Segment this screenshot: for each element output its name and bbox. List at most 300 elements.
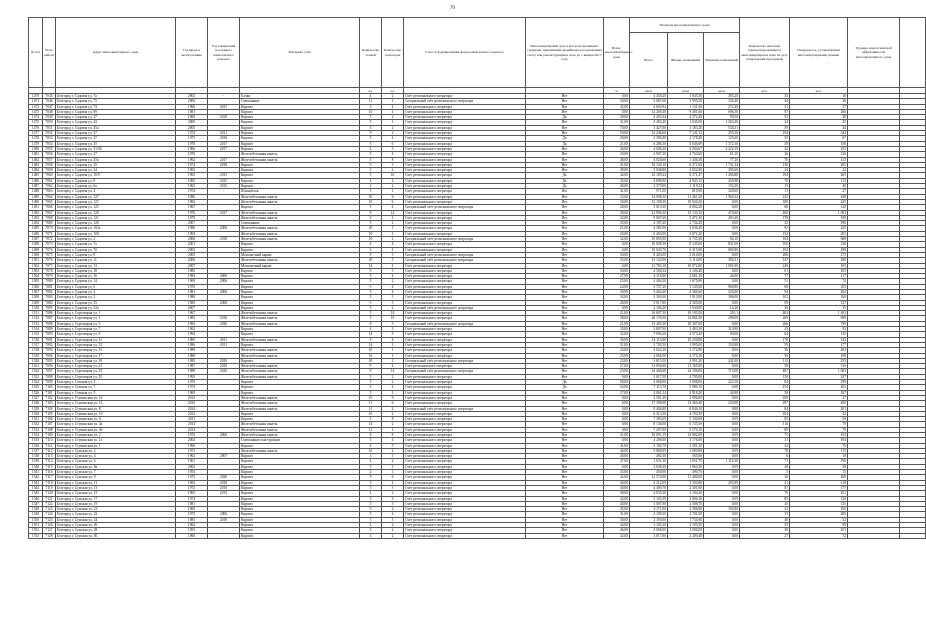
- table-cell: 104: [740, 411, 790, 416]
- table-cell: 150: [740, 374, 790, 379]
- table-cell: 7 094,20: [630, 332, 668, 337]
- table-cell: 31,00: [604, 342, 630, 347]
- table-cell: Счёт регионального оператора: [404, 226, 526, 231]
- table-cell: 0,00: [704, 464, 740, 469]
- table-cell: 54,00: [604, 385, 630, 390]
- table-cell: Нет: [526, 438, 604, 443]
- table-cell: 3: [382, 162, 404, 167]
- table-cell: 3 009,80: [668, 448, 704, 453]
- table-cell: 92: [790, 327, 848, 332]
- table-cell: 403,40: [704, 215, 740, 220]
- table-cell: 3 103,20: [630, 523, 668, 528]
- table-cell: 1545: [29, 491, 43, 496]
- table-cell: Кирпич: [240, 205, 360, 210]
- table-cell: 2014: [176, 406, 208, 411]
- table-cell: 154,20: [704, 184, 740, 189]
- table-cell: Белгород г, Садовая ул, 47: [56, 115, 176, 120]
- table-cell: Шлакоблок: [240, 189, 360, 194]
- table-cell: 1985: [176, 337, 208, 342]
- table-cell: 47,00: [604, 459, 630, 464]
- header-fund-method: Способ формирования фонда капитального ремонта: [404, 18, 526, 88]
- table-cell: 1482: [29, 157, 43, 162]
- table-cell: 696,50: [704, 109, 740, 114]
- table-cell: 4: [360, 327, 382, 332]
- table-cell: 1540: [29, 464, 43, 469]
- table-cell: 1972: [176, 485, 208, 490]
- table-cell: Белгород г, Садовая ул, 25а: [56, 157, 176, 162]
- table-cell: 1551: [29, 523, 43, 528]
- table-cell: Счёт регионального оператора: [404, 374, 526, 379]
- table-cell: Счёт регионального оператора: [404, 131, 526, 136]
- table-cell: 7080: [43, 279, 56, 284]
- table-cell: 1532: [29, 422, 43, 427]
- table-cell: 1470: [29, 94, 43, 99]
- table-cell: 1962: [176, 157, 208, 162]
- table-cell: Счёт регионального оператора: [404, 422, 526, 427]
- table-cell: 7090: [43, 332, 56, 337]
- table-cell: Белгород г, Стрелецкая ул, 5: [56, 321, 176, 326]
- table-cell: Счёт регионального оператора: [404, 470, 526, 475]
- table-cell: Кирпич: [240, 501, 360, 506]
- table-cell: 2: [382, 528, 404, 533]
- table-cell: 0,00: [704, 199, 740, 204]
- table-cell: 2 105,50: [668, 523, 704, 528]
- table-cell: Нет: [526, 263, 604, 268]
- table-cell: 42,00: [604, 475, 630, 480]
- table-cell: Белгород г, Сумская ул, 4: [56, 454, 176, 459]
- table-cell: 1489: [29, 194, 43, 199]
- table-cell: 1975: [176, 475, 208, 480]
- table-cell: Счёт регионального оператора: [404, 380, 526, 385]
- table-cell: 2018: [208, 162, 240, 167]
- table-cell: Кирпич: [240, 184, 360, 189]
- table-cell: 4: [360, 184, 382, 189]
- table-cell: 2018: [208, 237, 240, 242]
- table-cell: 0,00: [604, 247, 630, 252]
- table-cell: 13 360,40: [668, 401, 704, 406]
- table-cell: 4: [360, 242, 382, 247]
- page-number: 70: [450, 6, 455, 11]
- table-cell: Белгород г, Ступинская ул, 2: [56, 433, 176, 438]
- table-cell: 1550: [29, 517, 43, 522]
- table-cell: Белгород г, Садовая ул, 37: [56, 131, 176, 136]
- table-cell: 27: [790, 395, 848, 400]
- table-cell: 7066: [43, 205, 56, 210]
- table-cell: 1: [382, 470, 404, 475]
- table-cell: 5: [360, 295, 382, 300]
- table-cell: 5: [382, 258, 404, 263]
- table-cell: 1969: [176, 390, 208, 395]
- table-cell: Белгород г, Садовая ул, 4: [56, 289, 176, 294]
- table-cell: 4: [382, 289, 404, 294]
- table-cell: 5: [382, 300, 404, 305]
- table-cell: 0,00: [704, 231, 740, 236]
- table-cell: 1529: [29, 406, 43, 411]
- table-cell: Счёт регионального оператора: [404, 316, 526, 321]
- table-cell: 297: [740, 401, 790, 406]
- table-cell: 1974: [176, 385, 208, 390]
- table-cell: 390,70: [668, 470, 704, 475]
- table-cell: 7126: [43, 523, 56, 528]
- table-cell: 1993: [176, 374, 208, 379]
- table-cell: Нет: [526, 252, 604, 257]
- table-cell: 1543: [29, 480, 43, 485]
- table-cell: Нет: [526, 342, 604, 347]
- table-cell: 7107: [43, 422, 56, 427]
- table-cell: 1 734,90: [668, 517, 704, 522]
- table-cell: 11: [360, 99, 382, 104]
- table-cell: 2015: [208, 178, 240, 183]
- table-cell: 343: [790, 337, 848, 342]
- table-cell: Счёт регионального оператора: [404, 507, 526, 512]
- table-cell: 0,00: [604, 427, 630, 432]
- table-cell: 1534: [29, 433, 43, 438]
- table-cell: 45,00: [604, 104, 630, 109]
- table-cell: 2012: [176, 411, 208, 416]
- unit-cell: чел.: [790, 88, 848, 94]
- table-cell: 196: [790, 459, 848, 464]
- table-cell: Нет: [526, 210, 604, 215]
- table-cell: 9: [382, 395, 404, 400]
- table-cell: 1480: [29, 146, 43, 151]
- table-cell: 7 113,70: [630, 385, 668, 390]
- unit-cell: кв.м: [704, 88, 740, 94]
- table-cell: 2: [382, 94, 404, 99]
- table-cell: 2008: [208, 300, 240, 305]
- table-cell: 177: [790, 342, 848, 347]
- table-cell: 51: [740, 279, 790, 284]
- table-cell: 4 022,20: [630, 348, 668, 353]
- table-cell: Нет: [526, 189, 604, 194]
- table-cell: 1475: [29, 120, 43, 125]
- table-cell: 5 880,00: [630, 448, 668, 453]
- table-cell: 2 901,20: [668, 358, 704, 363]
- table-cell: 112: [740, 358, 790, 363]
- table-cell: 118: [790, 480, 848, 485]
- table-cell: 177: [790, 485, 848, 490]
- table-cell: 6 403,00: [630, 231, 668, 236]
- table-cell: Белгород г, Садовая ул, 7а: [56, 242, 176, 247]
- table-cell: Белгород г, Садовая ул, 16: [56, 274, 176, 279]
- table-cell: 1542: [29, 475, 43, 480]
- table-cell: Нет: [526, 395, 604, 400]
- table-cell: 194: [740, 247, 790, 252]
- table-cell: 4: [382, 205, 404, 210]
- table-cell: Кирпич: [240, 470, 360, 475]
- table-cell: 33,00: [604, 327, 630, 332]
- table-cell: 10 020,20: [668, 199, 704, 204]
- table-cell: Кирпич: [240, 523, 360, 528]
- table-cell: 58,00: [604, 380, 630, 385]
- table-cell: 2 681,10: [668, 274, 704, 279]
- table-cell: Нет: [526, 406, 604, 411]
- table-cell: 7117: [43, 475, 56, 480]
- table-cell: 2020: [208, 475, 240, 480]
- table-cell: 1523: [29, 374, 43, 379]
- table-cell: 200: [740, 395, 790, 400]
- table-cell: 1974: [176, 189, 208, 194]
- table-cell: Нет: [526, 507, 604, 512]
- table-cell: 10: [382, 173, 404, 178]
- table-cell: Нет: [526, 337, 604, 342]
- table-cell: 365,60: [668, 454, 704, 459]
- table-cell: Нет: [526, 274, 604, 279]
- table-cell: 108: [790, 353, 848, 358]
- table-cell: 3: [360, 189, 382, 194]
- table-cell: 2 701,00: [668, 512, 704, 517]
- table-cell: 2016: [208, 369, 240, 374]
- table-cell: Белгород г, Садовая ул, 127: [56, 194, 176, 199]
- table-cell: 1: [382, 454, 404, 459]
- table-cell: Кирпич: [240, 342, 360, 347]
- table-cell: 5 010,30: [630, 205, 668, 210]
- table-cell: 90,00: [704, 332, 740, 337]
- table-cell: 0,00: [704, 221, 740, 226]
- table-cell: 1539: [29, 459, 43, 464]
- table-cell: 1548: [29, 507, 43, 512]
- table-cell: Счёт регионального оператора: [404, 199, 526, 204]
- table-cell: Счёт регионального оператора: [404, 231, 526, 236]
- table-cell: Счёт регионального оператора: [404, 512, 526, 517]
- table-cell: 1519: [29, 353, 43, 358]
- table-cell: 25,00: [604, 194, 630, 199]
- table-cell: Нет: [526, 374, 604, 379]
- table-cell: 7100: [43, 385, 56, 390]
- table-cell: 7094: [43, 353, 56, 358]
- table-cell: 4 907,20: [630, 152, 668, 157]
- table-cell: Нет: [526, 496, 604, 501]
- table-cell: 36: [740, 348, 790, 353]
- table-cell: 5: [360, 289, 382, 294]
- table-cell: 2: [382, 380, 404, 385]
- table-cell: Кирпич: [240, 178, 360, 183]
- table-cell: Смешанные конструкции: [240, 438, 360, 443]
- table-cell: Нет: [526, 279, 604, 284]
- table-cell: Кирпич: [240, 268, 360, 273]
- table-cell: 12: [382, 210, 404, 215]
- table-cell: Счёт регионального оператора: [404, 496, 526, 501]
- table-cell: 4: [382, 152, 404, 157]
- table-cell: Счёт регионального оператора: [404, 475, 526, 480]
- table-cell: 336,40: [704, 99, 740, 104]
- table-cell: Специальный счёт регионального оператора: [404, 321, 526, 326]
- table-cell: 12: [382, 369, 404, 374]
- table-cell: 3 008,00: [668, 380, 704, 385]
- table-cell: 4 409,70: [630, 485, 668, 490]
- table-cell: 31: [740, 438, 790, 443]
- table-cell: 4 305,00: [668, 300, 704, 305]
- table-cell: 324,00: [704, 289, 740, 294]
- table-cell: 492,30: [630, 454, 668, 459]
- table-cell: Белгород г, Сумская ул, 19: [56, 501, 176, 506]
- table-cell: 3 183,20: [668, 125, 704, 130]
- table-cell: 8: [382, 417, 404, 422]
- table-cell: 5 103,30: [630, 496, 668, 501]
- table-cell: Счёт регионального оператора: [404, 337, 526, 342]
- table-cell: 1512: [29, 316, 43, 321]
- table-cell: Нет: [526, 411, 604, 416]
- table-cell: 5: [360, 311, 382, 316]
- table-cell: 126: [790, 152, 848, 157]
- table-cell: 8 404,00: [630, 406, 668, 411]
- table-cell: Белгород г, Сумская ул, 9: [56, 475, 176, 480]
- table-cell: 5: [360, 125, 382, 130]
- table-cell: 11: [360, 427, 382, 432]
- table-cell: 16: [790, 94, 848, 99]
- table-cell: 1969: [176, 279, 208, 284]
- table-cell: 27,00: [604, 274, 630, 279]
- table-cell: 44,00: [604, 173, 630, 178]
- table-cell: Кирпич: [240, 115, 360, 120]
- table-cell: 4 384,60: [668, 289, 704, 294]
- table-cell: Нет: [526, 358, 604, 363]
- table-cell: 20,00: [604, 231, 630, 236]
- table-cell: 1 651,70: [668, 459, 704, 464]
- table-cell: 1528: [29, 401, 43, 406]
- table-cell: 4 212,00: [630, 480, 668, 485]
- table-cell: Кирпич: [240, 289, 360, 294]
- table-cell: Специальный счёт регионального оператора: [404, 237, 526, 242]
- table-cell: 7056: [43, 152, 56, 157]
- table-cell: 26: [740, 305, 790, 310]
- table-cell: Белгород г, Садовая ул, 52а: [56, 305, 176, 310]
- table-cell: 1508: [29, 295, 43, 300]
- table-cell: 2: [382, 125, 404, 130]
- table-cell: 5 707,20: [630, 284, 668, 289]
- table-cell: Да: [526, 141, 604, 146]
- table-cell: Счёт регионального оператора: [404, 242, 526, 247]
- table-cell: 70: [740, 178, 790, 183]
- table-cell: Железобетонная панель: [240, 321, 360, 326]
- table-cell: 2017: [208, 146, 240, 151]
- table-cell: 2004: [176, 438, 208, 443]
- table-cell: 76: [740, 491, 790, 496]
- table-cell: 4: [382, 104, 404, 109]
- table-cell: 35: [790, 305, 848, 310]
- table-cell: 0,00: [704, 348, 740, 353]
- table-cell: 2010: [176, 401, 208, 406]
- table-cell: Кирпич: [240, 512, 360, 517]
- table-cell: 1513: [29, 321, 43, 326]
- header-emergency: Многоквартирный дом, в котором проживают граждане, признанный аварийным и подлежащим сносу или реконструкции в срок до 1 января 2017 года: [526, 18, 604, 88]
- table-cell: 2: [382, 279, 404, 284]
- table-cell: 2015: [208, 173, 240, 178]
- table-cell: 1960: [176, 533, 208, 538]
- table-cell: Белгород г, Садовая ул, 73: [56, 104, 176, 109]
- table-cell: Счёт регионального оператора: [404, 152, 526, 157]
- table-cell: 3 995,50: [668, 99, 704, 104]
- table-cell: 0,00: [704, 321, 740, 326]
- table-cell: 450,00: [630, 470, 668, 475]
- table-cell: 4: [382, 263, 404, 268]
- table-cell: [208, 533, 240, 538]
- table-cell: Белгород г, Стрелецкая ул, 15: [56, 348, 176, 353]
- table-cell: 1485: [29, 173, 43, 178]
- table-cell: 135: [790, 501, 848, 506]
- table-cell: -: [208, 528, 240, 533]
- table-cell: Железобетонная панель: [240, 231, 360, 236]
- table-cell: 1472: [29, 104, 43, 109]
- header-no-region: № по району: [43, 18, 56, 88]
- table-cell: Кирпич: [240, 390, 360, 395]
- table-cell: Счёт регионального оператора: [404, 184, 526, 189]
- table-cell: 2: [382, 237, 404, 242]
- table-cell: 534,31: [704, 125, 740, 130]
- table-cell: 5 264,40: [630, 289, 668, 294]
- table-cell: Железобетонная панель: [240, 215, 360, 220]
- table-cell: 225: [790, 226, 848, 231]
- table-cell: Белгород г, Садовая ул, 126: [56, 221, 176, 226]
- table-cell: 44,00: [704, 274, 740, 279]
- table-cell: 50,00: [604, 131, 630, 136]
- table-cell: 5: [360, 507, 382, 512]
- table-cell: 201: [790, 406, 848, 411]
- housing-table: [28, 17, 926, 539]
- table-cell: 4 573,20: [668, 332, 704, 337]
- table-cell: Счёт регионального оператора: [404, 364, 526, 369]
- table-cell: 99: [740, 300, 790, 305]
- table-cell: 0,00: [604, 422, 630, 427]
- table-cell: Счёт регионального оператора: [404, 289, 526, 294]
- table-cell: Нет: [526, 332, 604, 337]
- unit-cell: чел.: [740, 88, 790, 94]
- table-cell: Специальный счёт регионального оператора: [404, 99, 526, 104]
- table-cell: Кирпич: [240, 300, 360, 305]
- table-cell: -: [208, 189, 240, 194]
- table-cell: Специальный счёт регионального оператора: [404, 258, 526, 263]
- table-cell: 12 082,00: [668, 433, 704, 438]
- table-cell: 1492: [29, 210, 43, 215]
- table-cell: 2: [382, 448, 404, 453]
- table-cell: 2000: [176, 120, 208, 125]
- table-cell: 1481: [29, 152, 43, 157]
- table-cell: 35,00: [604, 221, 630, 226]
- table-cell: Кирпич: [240, 385, 360, 390]
- table-cell: Монолитный каркас: [240, 252, 360, 257]
- table-cell: 2: [382, 491, 404, 496]
- table-cell: 3: [382, 485, 404, 490]
- table-cell: 1521: [29, 364, 43, 369]
- table-cell: 7089: [43, 327, 56, 332]
- table-cell: 1544: [29, 485, 43, 490]
- table-cell: 0,00: [704, 252, 740, 257]
- header-residents: Количество жителей, зарегистрированных в многоквартирном доме на дату утверждения программы: [740, 18, 790, 88]
- table-cell: Белгород г, Садовая ул, 31/56: [56, 146, 176, 151]
- table-cell: 44,00: [604, 146, 630, 151]
- table-cell: Железобетонная панель: [240, 311, 360, 316]
- table-cell: 298: [790, 247, 848, 252]
- table-cell: 2 734,20: [668, 221, 704, 226]
- table-cell: Железобетонная панель: [240, 226, 360, 231]
- table-cell: 4: [382, 242, 404, 247]
- table-cell: Нет: [526, 464, 604, 469]
- table-cell: 203: [790, 385, 848, 390]
- table-cell: Кирпич: [240, 146, 360, 151]
- table-cell: 1479: [29, 141, 43, 146]
- table-cell: Кирпич: [240, 464, 360, 469]
- table-cell: 1531: [29, 417, 43, 422]
- table-cell: Железобетонная панель: [240, 199, 360, 204]
- table-cell: Нет: [526, 268, 604, 273]
- table-cell: Нет: [526, 247, 604, 252]
- table-cell: Кирпич: [240, 274, 360, 279]
- table-cell: 1507: [29, 289, 43, 294]
- table-cell: Нет: [526, 523, 604, 528]
- header-year-repair: Год завершения последнего капитального ремонта: [208, 18, 240, 88]
- table-cell: 78: [740, 448, 790, 453]
- table-cell: 2 178,48: [668, 136, 704, 141]
- table-cell: 2014: [176, 422, 208, 427]
